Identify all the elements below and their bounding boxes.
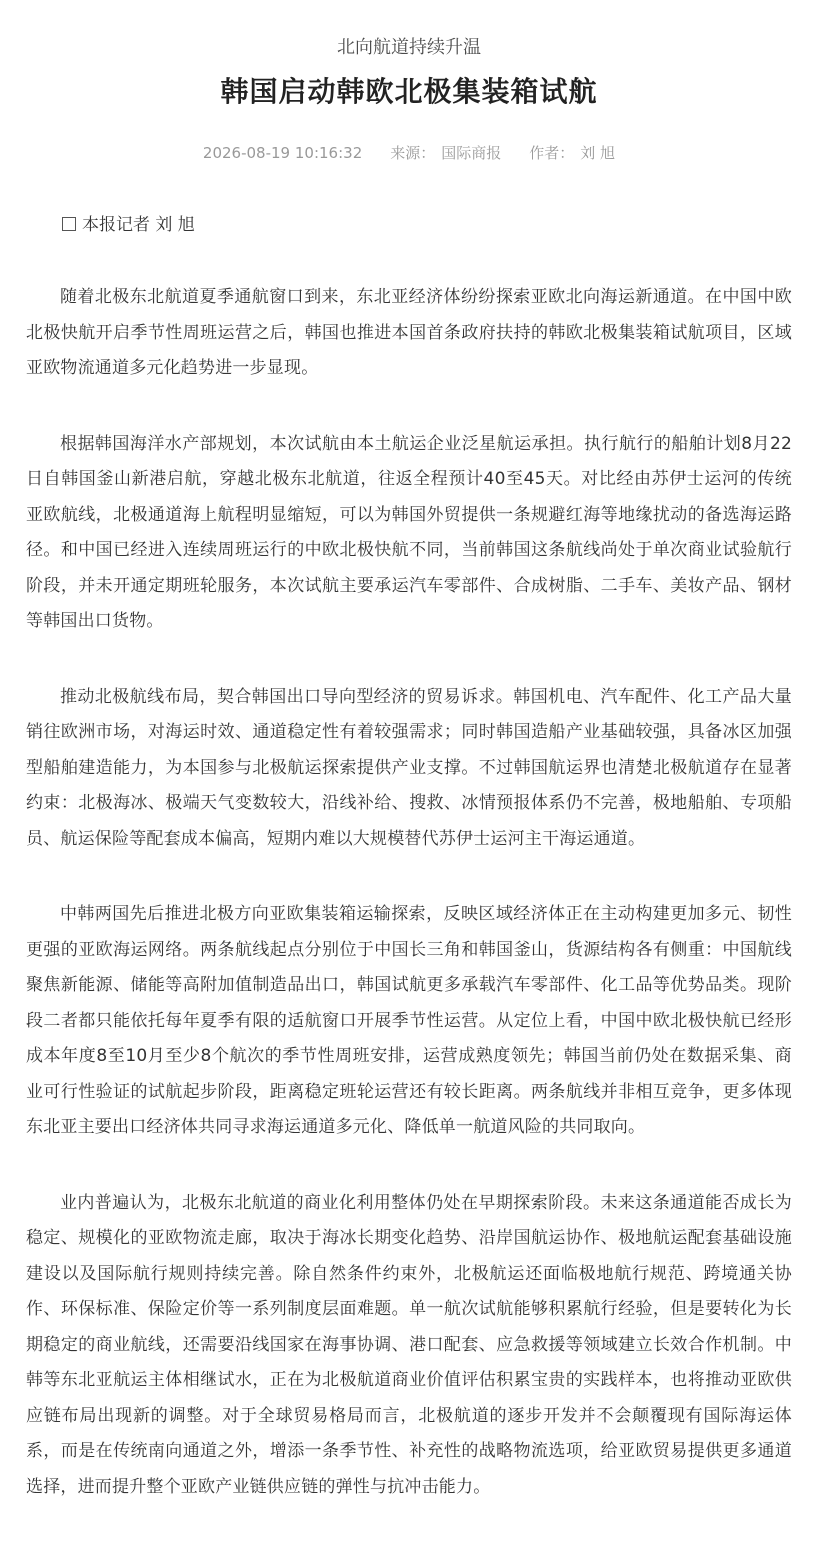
square-bullet-icon	[62, 217, 76, 231]
paragraph: 根据韩国海洋水产部规划，本次试航由本土航运企业泛星航运承担。执行航行的船舶计划8月22日自韩国釜山新港启航，穿越北极东北航道，往返全程预计40至45天。对比经由苏伊士运河的传统亚欧航线，北极通道海上航程明显缩短，可以为韩国外贸提供一条规避红海等地缘扰动的备选海运路径。和中国已经进入连续周班运行的中欧北极快航不同，当前韩国这条航线尚处于单次商业试验航行阶段，并未开通定期班轮服务，本次试航主要承运汽车零部件、合成树脂、二手车、美妆产品、钢材等韩国出口货物。	[26, 433, 792, 631]
paragraph: 业内普遍认为，北极东北航道的商业化利用整体仍处在早期探索阶段。未来这条通道能否成长为稳定、规模化的亚欧物流走廊，取决于海冰长期变化趋势、沿岸国航运协作、极地航运配套基础设施建设以及国际航行规则持续完善。除自然条件约束外，北极航运还面临极地航行规范、跨境通关协作、环保标准、保险定价等一系列制度层面难题。单一航次试航能够积累航行经验，但是要转化为长期稳定的商业航线，还需要沿线国家在海事协调、港口配套、应急救援等领域建立长效合作机制。中韩等东北亚航运主体相继试水，正在为北极航道商业价值评估积累宝贵的实践样本，也将推动亚欧供应链布局出现新的调整。对于全球贸易格局而言，北极航道的逐步开发并不会颠覆现有国际海运体系，而是在传统南向通道之外，增添一条季节性、补充性的战略物流选项，给亚欧贸易提供更多通道选择，进而提升整个亚欧产业链供应链的弹性与抗冲击能力。	[26, 1192, 792, 1497]
article-headline: 韩国启动韩欧北极集装箱试航	[220, 75, 598, 108]
article-kicker: 北向航道持续升温	[337, 37, 481, 58]
source-value: 国际商报	[441, 144, 502, 162]
byline-text: 本报记者 刘 旭	[82, 215, 195, 235]
publish-datetime: 2026-08-19 10:16:32	[202, 144, 363, 162]
author-label: 作者：	[529, 144, 575, 162]
paragraph: 随着北极东北航道夏季通航窗口到来，东北亚经济体纷纷探索亚欧北向海运新通道。在中国中欧北极快航开启季节性周班运营之后，韩国也推进本国首条政府扶持的韩欧北极集装箱试航项目，区域亚欧物流通道多元化趋势进一步显现。	[26, 287, 792, 378]
paragraph: 中韩两国先后推进北极方向亚欧集装箱运输探索，反映区域经济体正在主动构建更加多元、韧性更强的亚欧海运网络。两条航线起点分别位于中国长三角和韩国釜山，货源结构各有侧重：中国航线聚焦新能源、储能等高附加值制造品出口，韩国试航更多承载汽车零部件、化工品等优势品类。现阶段二者都只能依托每年夏季有限的适航窗口开展季节性运营。从定位上看，中国中欧北极快航已经形成本年度8至10月至少8个航次的季节性周班安排，运营成熟度领先；韩国当前仍处在数据采集、商业可行性验证的试航起步阶段，距离稳定班轮运营还有较长距离。两条航线并非相互竞争，更多体现东北亚主要出口经济体共同寻求海运通道多元化、降低单一航道风险的共同取向。	[26, 904, 792, 1137]
article-body	[26, 210, 792, 1545]
reporter-byline	[62, 210, 792, 240]
author-value: 刘 旭	[580, 144, 616, 162]
paragraph: 推动北极航线布局，契合韩国出口导向型经济的贸易诉求。韩国机电、汽车配件、化工产品大量销往欧洲市场，对海运时效、通道稳定性有着较强需求；同时韩国造船产业基础较强，具备冰区加强型船舶建造能力，为本国参与北极航运探索提供产业支撑。不过韩国航运界也清楚北极航道存在显著约束：北极海冰、极端天气变数较大，沿线补给、搜救、冰情预报体系仍不完善，极地船舶、专项船员、航运保险等配套成本偏高，短期内难以大规模替代苏伊士运河主干海运通道。	[26, 686, 792, 849]
article-meta	[26, 142, 792, 164]
source-label: 来源：	[390, 144, 436, 162]
